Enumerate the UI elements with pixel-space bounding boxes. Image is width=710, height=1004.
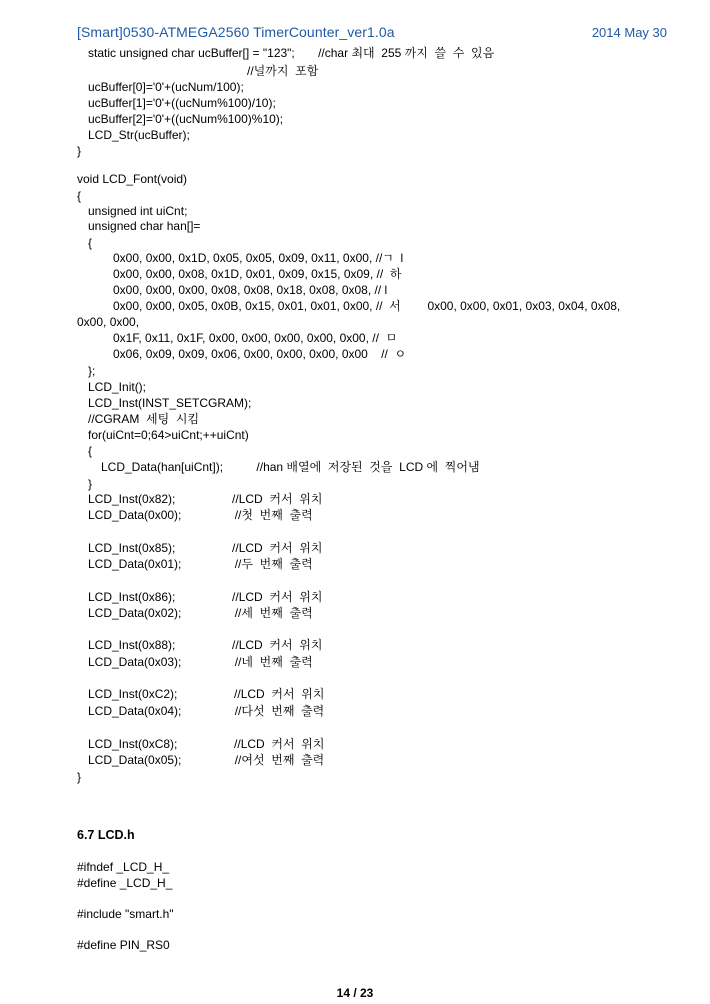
code-line: LCD_Data(0x02); //세 번째 출력 <box>88 606 313 620</box>
code-line: LCD_Inst(INST_SETCGRAM); <box>88 396 252 410</box>
code-line: //CGRAM 세팅 시킴 <box>88 412 200 426</box>
code-line: LCD_Data(0x04); //다섯 번째 출력 <box>88 704 325 718</box>
code-line: unsigned int uiCnt; <box>88 204 188 218</box>
code-line: LCD_Data(han[uiCnt]); //han 배열에 저장된 것을 LCD 에 찍어냄 <box>101 460 480 474</box>
code-line: LCD_Inst(0xC8); //LCD 커서 위치 <box>88 737 325 751</box>
code-line: LCD_Inst(0x88); //LCD 커서 위치 <box>88 638 323 652</box>
code-line: LCD_Str(ucBuffer); <box>88 128 190 142</box>
code-line: //널까지 포함 <box>247 64 319 78</box>
section-heading: 6.7 LCD.h <box>77 828 135 842</box>
code-line: static unsigned char ucBuffer[] = "123"; //char 최대 255 까지 쓸 수 있음 <box>88 46 495 60</box>
code-line: LCD_Data(0x03); //네 번째 출력 <box>88 655 313 669</box>
code-line: ucBuffer[0]='0'+(ucNum/100); <box>88 80 244 94</box>
code-line: } <box>77 770 82 784</box>
code-line: 0x00, 0x00, <box>77 315 140 329</box>
code-line: for(uiCnt=0;64>uiCnt;++uiCnt) <box>88 428 249 442</box>
code-line: 0x06, 0x09, 0x09, 0x06, 0x00, 0x00, 0x00, 0x00 // ㅇ <box>113 347 407 361</box>
code-line: #define PIN_RS0 <box>77 938 170 952</box>
code-line: }; <box>88 364 96 378</box>
code-line: { <box>88 236 93 250</box>
code-line: #define _LCD_H_ <box>77 876 173 890</box>
code-line: LCD_Inst(0x86); //LCD 커서 위치 <box>88 590 323 604</box>
code-line: 0x00, 0x00, 0x05, 0x0B, 0x15, 0x01, 0x01, 0x00, // 서 0x00, 0x00, 0x01, 0x03, 0x04, 0x08, <box>113 299 621 313</box>
code-line: ucBuffer[1]='0'+((ucNum%100)/10); <box>88 96 276 110</box>
code-line: unsigned char han[]= <box>88 219 201 233</box>
code-line: 0x1F, 0x11, 0x1F, 0x00, 0x00, 0x00, 0x00, 0x00, // ㅁ <box>113 331 398 345</box>
code-line: } <box>88 477 93 491</box>
code-line: LCD_Data(0x00); //첫 번째 출력 <box>88 508 313 522</box>
page-number: 14 / 23 <box>336 986 374 1000</box>
code-line: 0x00, 0x00, 0x1D, 0x05, 0x05, 0x09, 0x11, 0x00, //ㄱ l <box>113 251 404 265</box>
code-line: LCD_Inst(0xC2); //LCD 커서 위치 <box>88 687 325 701</box>
code-line: void LCD_Font(void) <box>77 172 188 186</box>
code-line: LCD_Init(); <box>88 380 147 394</box>
code-line: ucBuffer[2]='0'+((ucNum%100)%10); <box>88 112 284 126</box>
code-line: { <box>88 444 93 458</box>
code-line: LCD_Data(0x05); //여섯 번째 출력 <box>88 753 325 767</box>
code-line: LCD_Inst(0x82); //LCD 커서 위치 <box>88 492 323 506</box>
code-line: 0x00, 0x00, 0x08, 0x1D, 0x01, 0x09, 0x15, 0x09, // 하 <box>113 267 402 281</box>
code-line: LCD_Data(0x01); //두 번째 출력 <box>88 557 313 571</box>
code-line: LCD_Inst(0x85); //LCD 커서 위치 <box>88 541 323 555</box>
code-line: #ifndef _LCD_H_ <box>77 860 170 874</box>
code-line: } <box>77 144 82 158</box>
document-header-title: [Smart]0530-ATMEGA2560 TimerCounter_ver1.0a <box>77 24 395 40</box>
code-line: 0x00, 0x00, 0x00, 0x08, 0x08, 0x18, 0x08, 0x08, // l <box>113 283 388 297</box>
code-line: { <box>77 189 82 203</box>
document-header-date: 2014 May 30 <box>591 25 667 40</box>
code-line: #include "smart.h" <box>77 907 174 921</box>
